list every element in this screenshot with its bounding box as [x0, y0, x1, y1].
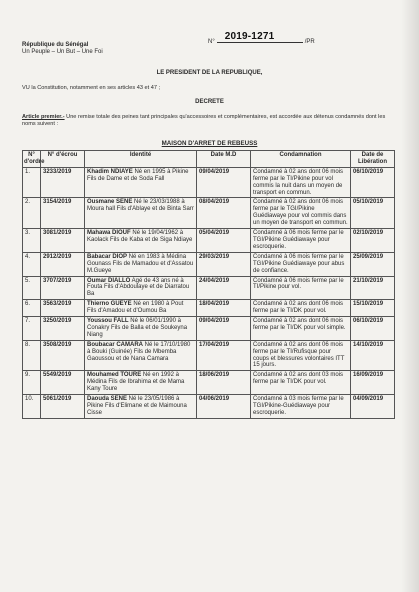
- cell-condamnation: Condamné à 03 mois ferme par le TGI/Pikine-Guédiawaye pour escroquerie.: [251, 395, 351, 419]
- header-ecrou: N° d'écrou: [41, 151, 85, 168]
- cell-date-md: 18/06/2019: [197, 371, 251, 395]
- cell-ecrou: 3508/2019: [41, 340, 85, 371]
- detainee-table: [22, 150, 395, 419]
- cell-ordre: 6.: [23, 300, 41, 317]
- detainee-details: Né en 1995 à Pikine Fils de Dame et de Soda Fall: [87, 168, 189, 182]
- cell-liberation: 06/10/2019: [351, 167, 395, 198]
- detainee-name: Mouhamed TOURE: [87, 372, 142, 379]
- cell-date-md: 18/04/2019: [197, 300, 251, 317]
- cell-identite: [85, 276, 197, 300]
- table-row: [23, 276, 395, 300]
- detainee-details: Né en 1992 à Médina Fils de Ibrahima et de Mama Kany Toure: [87, 372, 185, 393]
- table-header-row: [23, 151, 395, 168]
- cell-ordre: 2.: [23, 198, 41, 229]
- cell-ordre: 9.: [23, 371, 41, 395]
- cell-ecrou: 2912/2019: [41, 252, 85, 276]
- cell-condamnation: Condamné à 02 ans dont 06 mois ferme par le TI/DK pour vol.: [251, 300, 351, 317]
- detainee-name: Ousmane SENE: [87, 199, 133, 206]
- cell-date-md: 17/04/2019: [197, 340, 251, 371]
- cell-date-md: 09/04/2019: [197, 317, 251, 341]
- header-liberation: Date de Libération: [351, 151, 395, 168]
- page-edge-shadow: [401, 0, 419, 592]
- detainee-name: Khadim NDIAYE: [87, 168, 133, 175]
- article-label: Article premier.-: [22, 114, 65, 120]
- cell-condamnation: Condamné à 02 ans dont 03 mois ferme par le TI/DK pour vol.: [251, 371, 351, 395]
- decree-number-prefix: N°: [208, 39, 215, 45]
- cell-identite: [85, 340, 197, 371]
- cell-ecrou: 3081/2019: [41, 229, 85, 253]
- header-ordre: N° d'ordre: [23, 151, 41, 168]
- cell-ecrou: 3707/2019: [41, 276, 85, 300]
- detainee-details: Né le 19/04/1962 à Kaolack Fils de Kaba et de Siga Ndiaye: [87, 230, 193, 243]
- cell-identite: [85, 198, 197, 229]
- table-row: [23, 252, 395, 276]
- table-row: [23, 340, 395, 371]
- table-row: [23, 229, 395, 253]
- table-row: [23, 198, 395, 229]
- header-identite: Identité: [85, 151, 197, 168]
- detainee-details: Agé de 43 ans né à Fouta Fils d'Abdoulaye et de Diarratou Ba: [87, 277, 190, 298]
- detainee-name: Babacar DIOP: [87, 253, 128, 260]
- cell-ordre: 8.: [23, 340, 41, 371]
- header-date-md: Date M.D: [197, 151, 251, 168]
- table-row: [23, 395, 395, 419]
- decree-number: [208, 33, 315, 45]
- cell-date-md: 04/06/2019: [197, 395, 251, 419]
- cell-identite: [85, 167, 197, 198]
- detainee-name: Boubacar CAMARA: [87, 341, 144, 348]
- detainee-details: Né en 1980 à Pout Fils d'Amadou et d'Oumou Ba: [87, 301, 184, 315]
- cell-ordre: 4.: [23, 252, 41, 276]
- cell-liberation: 21/10/2019: [351, 276, 395, 300]
- cell-condamnation: Condamné à 02 ans dont 06 mois ferme par le TI/DK pour vol simple.: [251, 317, 351, 341]
- table-row: [23, 371, 395, 395]
- detainee-name: Daouda SENE: [87, 396, 128, 403]
- detainee-name: Mahawa DIOUF: [87, 230, 131, 237]
- cell-ordre: 10.: [23, 395, 41, 419]
- cell-condamnation: Condamné à 02 ans dont 06 mois ferme par le TI/Rufisque pour coups et blessures volontaires ITT 15 jours.: [251, 340, 351, 371]
- cell-identite: [85, 252, 197, 276]
- section-title: MAISON D'ARRET DE REBEUSS: [161, 140, 258, 147]
- cell-liberation: 14/10/2019: [351, 340, 395, 371]
- header-condamnation: Condamnation: [251, 151, 351, 168]
- cell-ecrou: 3154/2019: [41, 198, 85, 229]
- cell-date-md: 09/04/2019: [197, 167, 251, 198]
- cell-liberation: 15/10/2019: [351, 300, 395, 317]
- cell-identite: [85, 229, 197, 253]
- cell-ordre: 1.: [23, 167, 41, 198]
- decree-number-line: [217, 31, 303, 43]
- cell-liberation: 04/09/2019: [351, 395, 395, 419]
- president-title: LE PRESIDENT DE LA REPUBLIQUE,: [156, 70, 263, 76]
- cell-condamnation: Condamné à 06 mois ferme par le TI/Pikine pour vol.: [251, 276, 351, 300]
- cell-condamnation: Condamné à 02 ans dont 06 mois ferme par le TI/Pikine pour vol commis la nuit dans un moyen de transport en commun.: [251, 167, 351, 198]
- detainee-details: Né le 06/01/1990 à Conakry Fils de Balla et de Soukeyna Niang: [87, 318, 188, 338]
- decree-number-suffix: /PR: [304, 39, 315, 45]
- cell-liberation: 05/10/2019: [351, 198, 395, 229]
- cell-ecrou: 5061/2019: [41, 395, 85, 419]
- republic-name: République du Sénégal: [22, 42, 89, 48]
- cell-ecrou: 3250/2019: [41, 317, 85, 341]
- table-row: [23, 317, 395, 341]
- decrete-heading: DECRETE: [195, 99, 224, 105]
- article-text: Une remise totale des peines tant principales qu'accessoires et complémentaires, est accordée aux détenus condamnés dont les noms suivent :: [22, 114, 386, 127]
- cell-identite: [85, 300, 197, 317]
- cell-liberation: 06/10/2019: [351, 317, 395, 341]
- detainee-name: Oumar DIALLO: [87, 277, 131, 284]
- table-row: [23, 167, 395, 198]
- cell-date-md: 29/03/2019: [197, 252, 251, 276]
- article-premier: [22, 114, 392, 128]
- detainee-details: Né le 23/03/1988 à Moura hall Fils d'Ablaye et de Binta Sarr: [87, 199, 194, 213]
- cell-ordre: 7.: [23, 317, 41, 341]
- vu-clause: VU la Constitution, notamment en ses articles 43 et 47 ;: [22, 85, 161, 91]
- cell-identite: [85, 395, 197, 419]
- detainee-details: Né le 23/05/1986 à Pikine Fils d'Elimane et de Maimouna Cisse: [87, 396, 187, 416]
- table-row: [23, 300, 395, 317]
- cell-identite: [85, 317, 197, 341]
- cell-ecrou: 5549/2019: [41, 371, 85, 395]
- cell-condamnation: Condamné à 06 mois ferme par le TGI/Pikine Guédiawaye pour escroquerie.: [251, 229, 351, 253]
- cell-liberation: 02/10/2019: [351, 229, 395, 253]
- cell-date-md: 24/04/2019: [197, 276, 251, 300]
- cell-liberation: 16/09/2019: [351, 371, 395, 395]
- cell-liberation: 25/09/2019: [351, 252, 395, 276]
- cell-ordre: 3.: [23, 229, 41, 253]
- detainee-details: Né le 17/10/1980 à Bouki (Guinée) Fils de Mbemba Gaoussou et de Nana Camara: [87, 341, 191, 362]
- republic-header: [22, 42, 103, 56]
- detainee-details: Né en 1983 à Médina Gounass Fils de Mamadou et d'Assatou M.Gueye: [87, 253, 194, 274]
- cell-ecrou: 3233/2019: [41, 167, 85, 198]
- cell-ordre: 5.: [23, 276, 41, 300]
- detainee-name: Youssou FALL: [87, 318, 129, 325]
- cell-identite: [85, 371, 197, 395]
- republic-motto: Un Peuple – Un But – Une Foi: [22, 49, 103, 55]
- cell-ecrou: 3563/2019: [41, 300, 85, 317]
- cell-date-md: 08/04/2019: [197, 198, 251, 229]
- detainee-name: Thierno GUEYE: [87, 301, 132, 308]
- decree-number-value: 2019-1271: [224, 31, 275, 42]
- cell-condamnation: Condamné à 02 ans dont 06 mois ferme par le TGI/Pikine Guédiawaye pour vol commis dans un moyen de transport en commun.: [251, 198, 351, 229]
- cell-date-md: 05/04/2019: [197, 229, 251, 253]
- table-body: [23, 167, 395, 418]
- cell-condamnation: Condamné à 06 mois ferme par le TGI/Pikine Guédiawaye pour abus de confiance.: [251, 252, 351, 276]
